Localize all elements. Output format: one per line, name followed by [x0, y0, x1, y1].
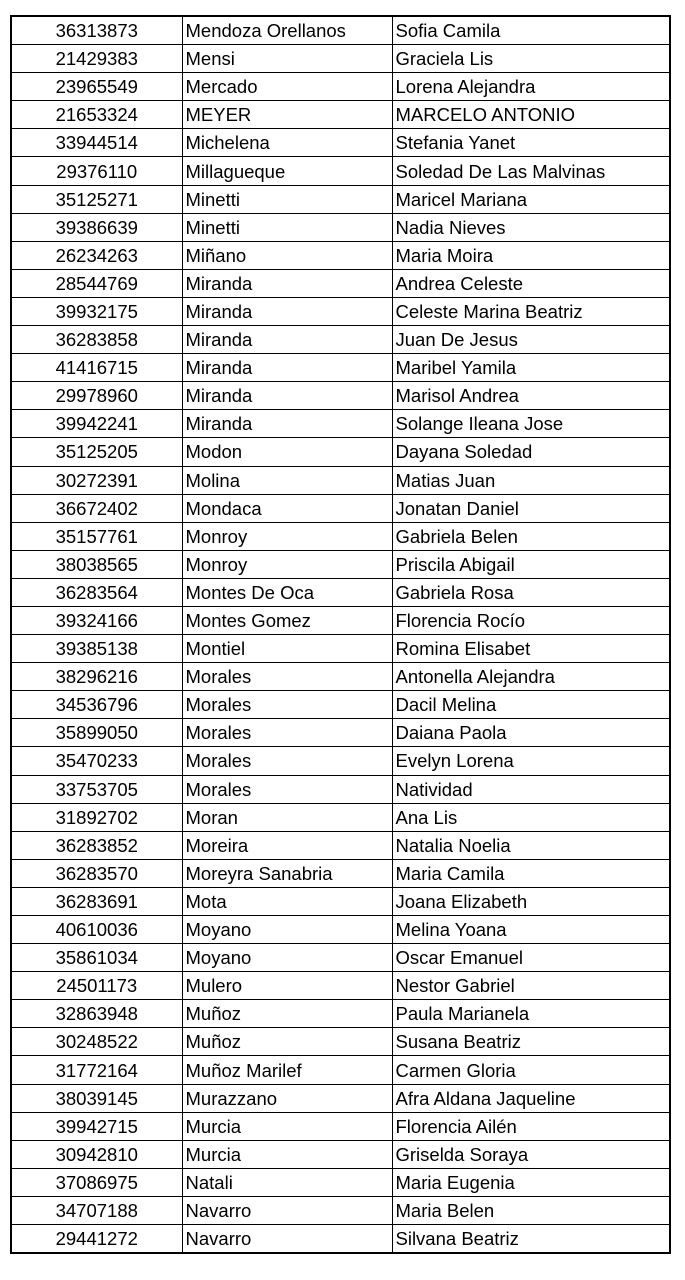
last-name-cell: Miranda: [182, 354, 392, 382]
id-number-cell: 36283564: [11, 578, 182, 606]
id-number-cell: 34707188: [11, 1196, 182, 1224]
last-name-cell: Monroy: [182, 550, 392, 578]
table-row: [11, 354, 670, 382]
last-name-cell: Modon: [182, 438, 392, 466]
table-row: [11, 269, 670, 297]
first-name-cell: Jonatan Daniel: [392, 494, 670, 522]
id-number-cell: 32863948: [11, 1000, 182, 1028]
table-row: [11, 1140, 670, 1168]
last-name-cell: Morales: [182, 719, 392, 747]
id-number-cell: 23965549: [11, 73, 182, 101]
id-number-cell: 29978960: [11, 382, 182, 410]
roster-sheet: [10, 15, 669, 1254]
id-number-cell: 35157761: [11, 522, 182, 550]
last-name-cell: Miranda: [182, 326, 392, 354]
first-name-cell: Juan De Jesus: [392, 326, 670, 354]
first-name-cell: Antonella Alejandra: [392, 663, 670, 691]
table-row: [11, 522, 670, 550]
table-row: [11, 859, 670, 887]
id-number-cell: 35899050: [11, 719, 182, 747]
last-name-cell: Montes De Oca: [182, 578, 392, 606]
id-number-cell: 36672402: [11, 494, 182, 522]
first-name-cell: Soledad De Las Malvinas: [392, 157, 670, 185]
table-row: [11, 1112, 670, 1140]
id-number-cell: 36283858: [11, 326, 182, 354]
last-name-cell: Minetti: [182, 213, 392, 241]
id-number-cell: 39942715: [11, 1112, 182, 1140]
first-name-cell: Silvana Beatriz: [392, 1225, 670, 1254]
table-row: [11, 1028, 670, 1056]
table-row: [11, 775, 670, 803]
id-number-cell: 38038565: [11, 550, 182, 578]
table-row: [11, 494, 670, 522]
id-number-cell: 39385138: [11, 635, 182, 663]
first-name-cell: Lorena Alejandra: [392, 73, 670, 101]
last-name-cell: Mulero: [182, 972, 392, 1000]
roster-table-body: [11, 16, 670, 1253]
table-row: [11, 663, 670, 691]
last-name-cell: Monroy: [182, 522, 392, 550]
first-name-cell: Carmen Gloria: [392, 1056, 670, 1084]
id-number-cell: 30248522: [11, 1028, 182, 1056]
table-row: [11, 606, 670, 634]
table-row: [11, 803, 670, 831]
last-name-cell: Morales: [182, 663, 392, 691]
table-row: [11, 747, 670, 775]
id-number-cell: 31892702: [11, 803, 182, 831]
id-number-cell: 30942810: [11, 1140, 182, 1168]
table-row: [11, 1084, 670, 1112]
id-number-cell: 41416715: [11, 354, 182, 382]
id-number-cell: 39942241: [11, 410, 182, 438]
first-name-cell: Paula Marianela: [392, 1000, 670, 1028]
table-row: [11, 382, 670, 410]
last-name-cell: Muñoz Marilef: [182, 1056, 392, 1084]
last-name-cell: Molina: [182, 466, 392, 494]
last-name-cell: Montiel: [182, 635, 392, 663]
first-name-cell: Marisol Andrea: [392, 382, 670, 410]
last-name-cell: Mondaca: [182, 494, 392, 522]
first-name-cell: Maricel Mariana: [392, 185, 670, 213]
first-name-cell: Romina Elisabet: [392, 635, 670, 663]
id-number-cell: 40610036: [11, 916, 182, 944]
last-name-cell: MEYER: [182, 101, 392, 129]
first-name-cell: Celeste Marina Beatriz: [392, 297, 670, 325]
first-name-cell: Maria Moira: [392, 241, 670, 269]
first-name-cell: Maribel Yamila: [392, 354, 670, 382]
last-name-cell: Millagueque: [182, 157, 392, 185]
table-row: [11, 1196, 670, 1224]
last-name-cell: Mendoza Orellanos: [182, 16, 392, 45]
id-number-cell: 37086975: [11, 1168, 182, 1196]
last-name-cell: Moran: [182, 803, 392, 831]
id-number-cell: 39386639: [11, 213, 182, 241]
first-name-cell: Priscila Abigail: [392, 550, 670, 578]
first-name-cell: Melina Yoana: [392, 916, 670, 944]
first-name-cell: Joana Elizabeth: [392, 887, 670, 915]
first-name-cell: Nadia Nieves: [392, 213, 670, 241]
first-name-cell: Dayana Soledad: [392, 438, 670, 466]
last-name-cell: Moyano: [182, 916, 392, 944]
last-name-cell: Muñoz: [182, 1000, 392, 1028]
first-name-cell: Susana Beatriz: [392, 1028, 670, 1056]
id-number-cell: 29441272: [11, 1225, 182, 1254]
table-row: [11, 691, 670, 719]
last-name-cell: Mensi: [182, 45, 392, 73]
roster-table: [10, 15, 671, 1254]
table-row: [11, 101, 670, 129]
last-name-cell: Muñoz: [182, 1028, 392, 1056]
first-name-cell: Maria Camila: [392, 859, 670, 887]
id-number-cell: 21653324: [11, 101, 182, 129]
first-name-cell: MARCELO ANTONIO: [392, 101, 670, 129]
table-row: [11, 550, 670, 578]
id-number-cell: 31772164: [11, 1056, 182, 1084]
last-name-cell: Natali: [182, 1168, 392, 1196]
table-row: [11, 129, 670, 157]
last-name-cell: Moreira: [182, 831, 392, 859]
first-name-cell: Florencia Ailén: [392, 1112, 670, 1140]
table-row: [11, 45, 670, 73]
first-name-cell: Solange Ileana Jose: [392, 410, 670, 438]
last-name-cell: Montes Gomez: [182, 606, 392, 634]
table-row: [11, 438, 670, 466]
first-name-cell: Stefania Yanet: [392, 129, 670, 157]
id-number-cell: 35470233: [11, 747, 182, 775]
table-row: [11, 157, 670, 185]
first-name-cell: Maria Belen: [392, 1196, 670, 1224]
id-number-cell: 28544769: [11, 269, 182, 297]
id-number-cell: 38039145: [11, 1084, 182, 1112]
table-row: [11, 719, 670, 747]
table-row: [11, 73, 670, 101]
table-row: [11, 635, 670, 663]
first-name-cell: Oscar Emanuel: [392, 944, 670, 972]
first-name-cell: Evelyn Lorena: [392, 747, 670, 775]
last-name-cell: Minetti: [182, 185, 392, 213]
first-name-cell: Afra Aldana Jaqueline: [392, 1084, 670, 1112]
id-number-cell: 39932175: [11, 297, 182, 325]
last-name-cell: Morales: [182, 775, 392, 803]
table-row: [11, 831, 670, 859]
first-name-cell: Gabriela Belen: [392, 522, 670, 550]
first-name-cell: Andrea Celeste: [392, 269, 670, 297]
id-number-cell: 36283852: [11, 831, 182, 859]
last-name-cell: Morales: [182, 691, 392, 719]
last-name-cell: Miñano: [182, 241, 392, 269]
first-name-cell: Sofia Camila: [392, 16, 670, 45]
first-name-cell: Natividad: [392, 775, 670, 803]
first-name-cell: Natalia Noelia: [392, 831, 670, 859]
table-row: [11, 466, 670, 494]
last-name-cell: Miranda: [182, 269, 392, 297]
table-row: [11, 972, 670, 1000]
last-name-cell: Michelena: [182, 129, 392, 157]
id-number-cell: 35125271: [11, 185, 182, 213]
id-number-cell: 30272391: [11, 466, 182, 494]
last-name-cell: Moreyra Sanabria: [182, 859, 392, 887]
table-row: [11, 944, 670, 972]
last-name-cell: Murazzano: [182, 1084, 392, 1112]
table-row: [11, 16, 670, 45]
last-name-cell: Mercado: [182, 73, 392, 101]
last-name-cell: Murcia: [182, 1140, 392, 1168]
last-name-cell: Miranda: [182, 297, 392, 325]
last-name-cell: Miranda: [182, 382, 392, 410]
id-number-cell: 33944514: [11, 129, 182, 157]
id-number-cell: 21429383: [11, 45, 182, 73]
table-row: [11, 326, 670, 354]
table-row: [11, 1225, 670, 1254]
first-name-cell: Matias Juan: [392, 466, 670, 494]
first-name-cell: Graciela Lis: [392, 45, 670, 73]
table-row: [11, 578, 670, 606]
table-row: [11, 1168, 670, 1196]
table-row: [11, 1056, 670, 1084]
id-number-cell: 35861034: [11, 944, 182, 972]
id-number-cell: 36313873: [11, 16, 182, 45]
last-name-cell: Murcia: [182, 1112, 392, 1140]
last-name-cell: Moyano: [182, 944, 392, 972]
first-name-cell: Nestor Gabriel: [392, 972, 670, 1000]
last-name-cell: Morales: [182, 747, 392, 775]
table-row: [11, 185, 670, 213]
last-name-cell: Miranda: [182, 410, 392, 438]
id-number-cell: 34536796: [11, 691, 182, 719]
id-number-cell: 26234263: [11, 241, 182, 269]
first-name-cell: Daiana Paola: [392, 719, 670, 747]
id-number-cell: 36283570: [11, 859, 182, 887]
first-name-cell: Ana Lis: [392, 803, 670, 831]
table-row: [11, 916, 670, 944]
table-row: [11, 213, 670, 241]
table-row: [11, 241, 670, 269]
table-row: [11, 1000, 670, 1028]
id-number-cell: 24501173: [11, 972, 182, 1000]
id-number-cell: 29376110: [11, 157, 182, 185]
first-name-cell: Gabriela Rosa: [392, 578, 670, 606]
first-name-cell: Dacil Melina: [392, 691, 670, 719]
first-name-cell: Griselda Soraya: [392, 1140, 670, 1168]
table-row: [11, 887, 670, 915]
first-name-cell: Maria Eugenia: [392, 1168, 670, 1196]
id-number-cell: 33753705: [11, 775, 182, 803]
id-number-cell: 36283691: [11, 887, 182, 915]
table-row: [11, 297, 670, 325]
first-name-cell: Florencia Rocío: [392, 606, 670, 634]
id-number-cell: 35125205: [11, 438, 182, 466]
id-number-cell: 38296216: [11, 663, 182, 691]
last-name-cell: Navarro: [182, 1225, 392, 1254]
table-row: [11, 410, 670, 438]
id-number-cell: 39324166: [11, 606, 182, 634]
last-name-cell: Mota: [182, 887, 392, 915]
last-name-cell: Navarro: [182, 1196, 392, 1224]
